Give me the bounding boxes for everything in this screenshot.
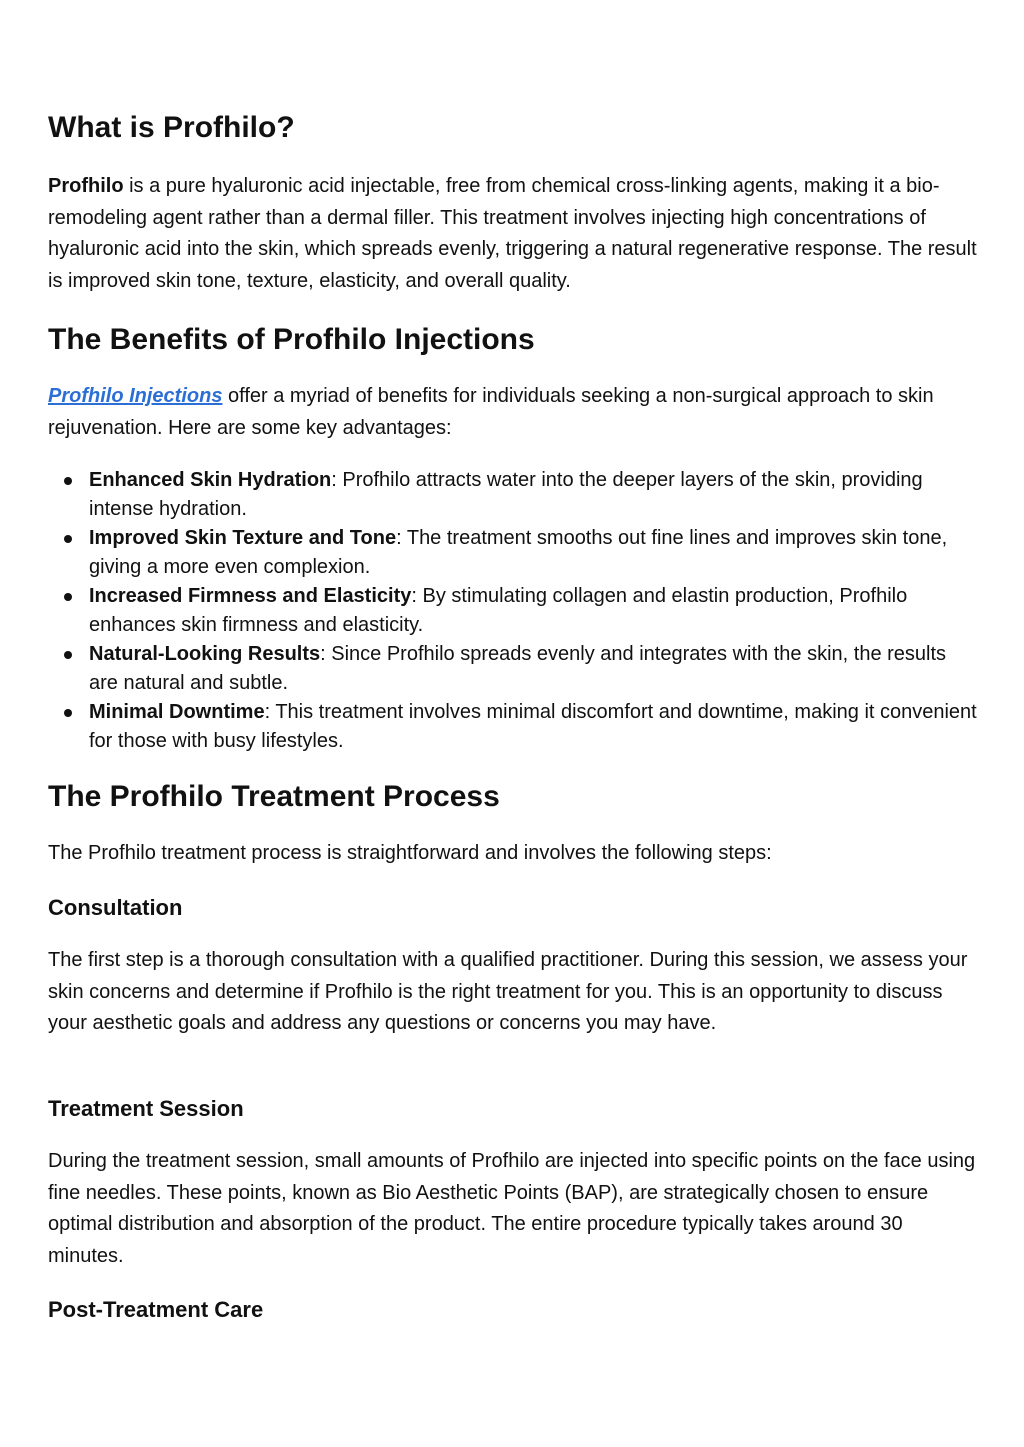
bullet-icon	[64, 651, 72, 659]
paragraph-process-intro: The Profhilo treatment process is straightforward and involves the following steps:	[48, 842, 772, 864]
heading-consultation: Consultation	[48, 895, 183, 920]
list-item	[48, 524, 978, 582]
benefits-intro-text: offer a myriad of benefits for individuals seeking a non-surgical approach to skin rejuvenation. Here are some key advantages:	[48, 385, 934, 439]
bullet-icon	[64, 593, 72, 601]
heading-treatment-process: The Profhilo Treatment Process	[48, 780, 500, 813]
benefit-title: Minimal Downtime	[89, 701, 265, 723]
benefit-text: : The treatment smooths out fine lines and improves skin tone, giving a more even complexion.	[89, 527, 948, 578]
list-item	[48, 466, 978, 524]
benefit-title: Improved Skin Texture and Tone	[89, 527, 397, 549]
paragraph-consultation: The first step is a thorough consultation with a qualified practitioner. During this session, we assess your skin concerns and determine if Profhilo is the right treatment for you. This is an opportunity to discuss your aesthetic goals and address any questions or concerns you may have.	[48, 949, 968, 1034]
list-item	[48, 698, 978, 756]
profhilo-bold: Profhilo	[48, 175, 124, 197]
benefit-title: Natural-Looking Results	[89, 643, 321, 665]
paragraph-benefits-intro	[48, 381, 978, 444]
benefit-text: : This treatment involves minimal discomfort and downtime, making it convenient for those with busy lifestyles.	[89, 701, 977, 752]
heading-what-is-profhilo: What is Profhilo?	[48, 111, 295, 144]
benefit-text: : Since Profhilo spreads evenly and integrates with the skin, the results are natural and subtle.	[89, 643, 947, 694]
bullet-icon	[64, 709, 72, 717]
benefit-title: Enhanced Skin Hydration	[89, 469, 332, 491]
heading-post-treatment-care: Post-Treatment Care	[48, 1297, 264, 1322]
bullet-icon	[64, 535, 72, 543]
profhilo-injections-link[interactable]: Profhilo Injections	[48, 385, 223, 407]
what-is-text: is a pure hyaluronic acid injectable, free from chemical cross-linking agents, making it a bio-remodeling agent rather than a dermal filler. This treatment involves injecting high concentrations of hyaluronic acid into the skin, which spreads evenly, triggering a natural regenerative response. The result is improved skin tone, texture, elasticity, and overall quality.	[48, 175, 977, 292]
benefit-title: Increased Firmness and Elasticity	[89, 585, 412, 607]
benefits-list	[48, 466, 978, 756]
heading-benefits: The Benefits of Profhilo Injections	[48, 323, 535, 356]
benefit-text: : Profhilo attracts water into the deeper layers of the skin, providing intense hydration.	[89, 469, 923, 520]
heading-treatment-session: Treatment Session	[48, 1096, 244, 1121]
list-item	[48, 582, 978, 640]
benefit-text: : By stimulating collagen and elastin production, Profhilo enhances skin firmness and elasticity.	[89, 585, 908, 636]
list-item	[48, 640, 978, 698]
paragraph-treatment-session: During the treatment session, small amounts of Profhilo are injected into specific points on the face using fine needles. These points, known as Bio Aesthetic Points (BAP), are strategically chosen to ensure optimal distribution and absorption of the product. The entire procedure typically takes around 30 minutes.	[48, 1150, 976, 1267]
bullet-icon	[64, 477, 72, 485]
paragraph-what-is-profhilo	[48, 171, 978, 297]
